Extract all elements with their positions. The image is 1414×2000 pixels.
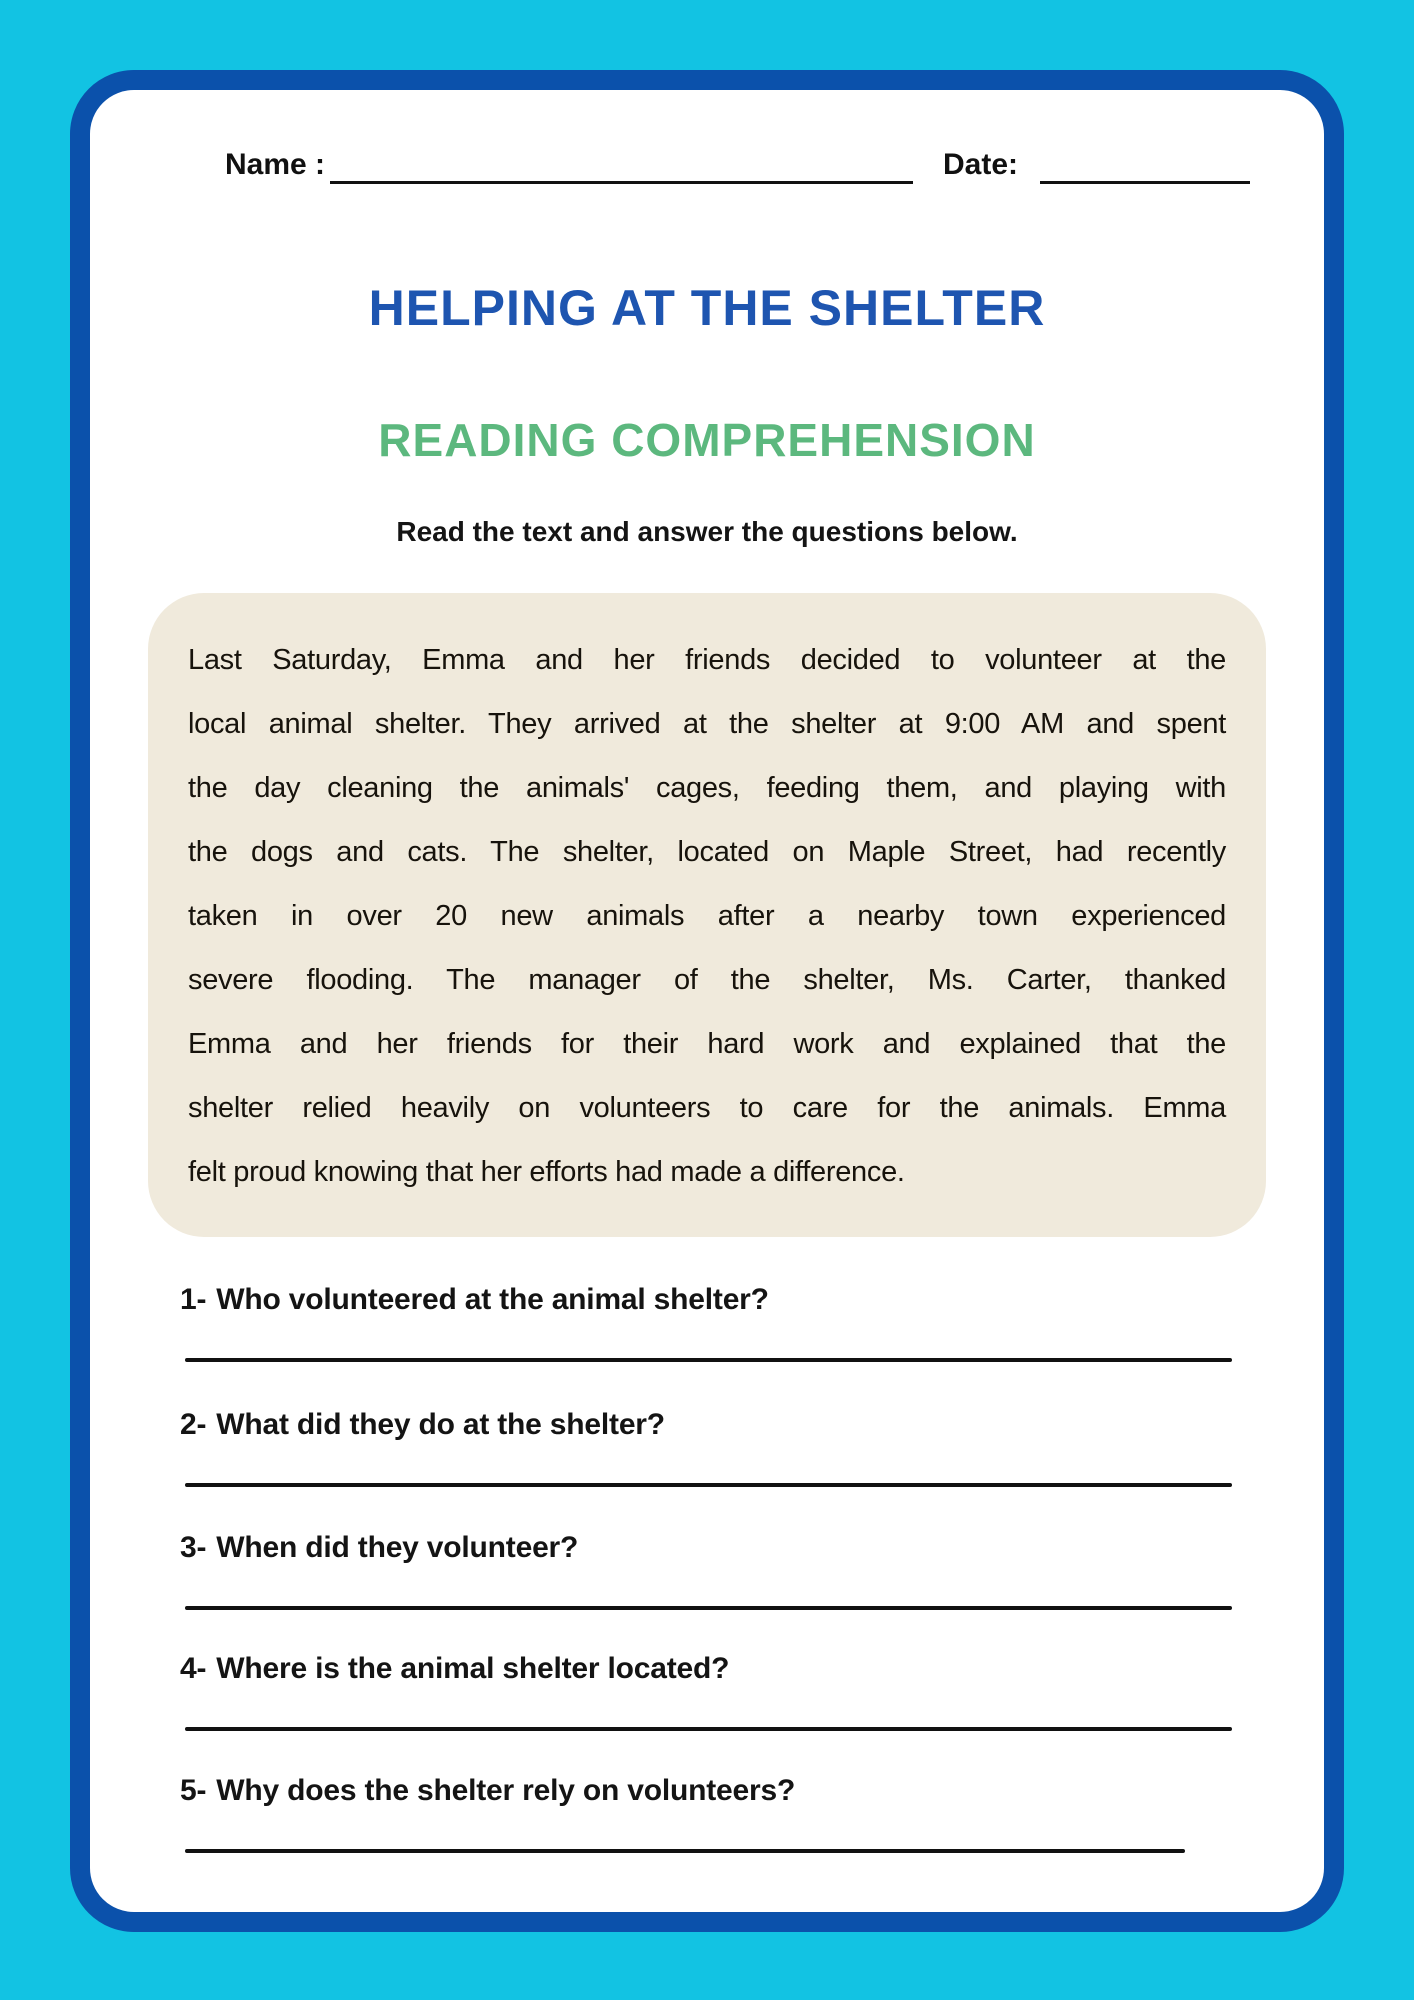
date-label: Date: — [943, 148, 1019, 181]
question-block-4 — [180, 1649, 1240, 1749]
passage-line: the day cleaning the animals' cages, feeding them, and playing with — [188, 772, 1226, 804]
question-2-body: What did they do at the shelter? — [216, 1408, 665, 1441]
answer-line-3[interactable] — [185, 1606, 1232, 1610]
answer-line-5[interactable] — [185, 1849, 1185, 1853]
passage-line: felt proud knowing that her efforts had made a difference. — [188, 1156, 905, 1188]
question-3-text — [180, 1528, 1240, 1568]
answer-line-1[interactable] — [185, 1358, 1232, 1362]
question-block-3 — [180, 1528, 1240, 1628]
answer-line-4[interactable] — [185, 1727, 1232, 1731]
passage-line: local animal shelter. They arrived at the shelter at 9:00 AM and spent — [188, 708, 1226, 740]
question-1-text — [180, 1280, 1240, 1320]
answer-line-2[interactable] — [185, 1483, 1232, 1487]
passage-line: severe flooding. The manager of the shelter, Ms. Carter, thanked — [188, 964, 1226, 996]
question-block-1 — [180, 1280, 1240, 1380]
passage-line: taken in over 20 new animals after a nearby town experienced — [188, 900, 1226, 932]
question-4-number: 4- — [180, 1652, 207, 1685]
question-block-5 — [180, 1771, 1240, 1871]
passage-line: the dogs and cats. The shelter, located on Maple Street, had recently — [188, 836, 1226, 868]
question-4-body: Where is the animal shelter located? — [216, 1652, 730, 1685]
passage-line: shelter relied heavily on volunteers to care for the animals. Emma — [188, 1092, 1226, 1124]
passage-line: Last Saturday, Emma and her friends decided to volunteer at the — [188, 644, 1226, 676]
question-5-text — [180, 1771, 1240, 1811]
name-label: Name : — [225, 148, 326, 181]
worksheet-title: HELPING AT THE SHELTER — [368, 280, 1046, 336]
name-input-line[interactable] — [330, 150, 913, 184]
date-input-line[interactable] — [1040, 150, 1250, 184]
reading-passage-box — [148, 593, 1266, 1237]
question-1-number: 1- — [180, 1283, 207, 1316]
instruction-text: Read the text and answer the questions below. — [396, 516, 1018, 547]
worksheet-card — [70, 70, 1344, 1932]
question-5-number: 5- — [180, 1774, 207, 1807]
worksheet-subtitle: READING COMPREHENSION — [378, 414, 1036, 466]
question-1-body: Who volunteered at the animal shelter? — [216, 1283, 769, 1316]
passage-line: Emma and her friends for their hard work and explained that the — [188, 1028, 1226, 1060]
question-2-number: 2- — [180, 1408, 207, 1441]
question-4-text — [180, 1649, 1240, 1689]
question-3-body: When did they volunteer? — [216, 1531, 579, 1564]
question-5-body: Why does the shelter rely on volunteers? — [216, 1774, 796, 1807]
question-2-text — [180, 1405, 1240, 1445]
question-3-number: 3- — [180, 1531, 207, 1564]
question-block-2 — [180, 1405, 1240, 1505]
